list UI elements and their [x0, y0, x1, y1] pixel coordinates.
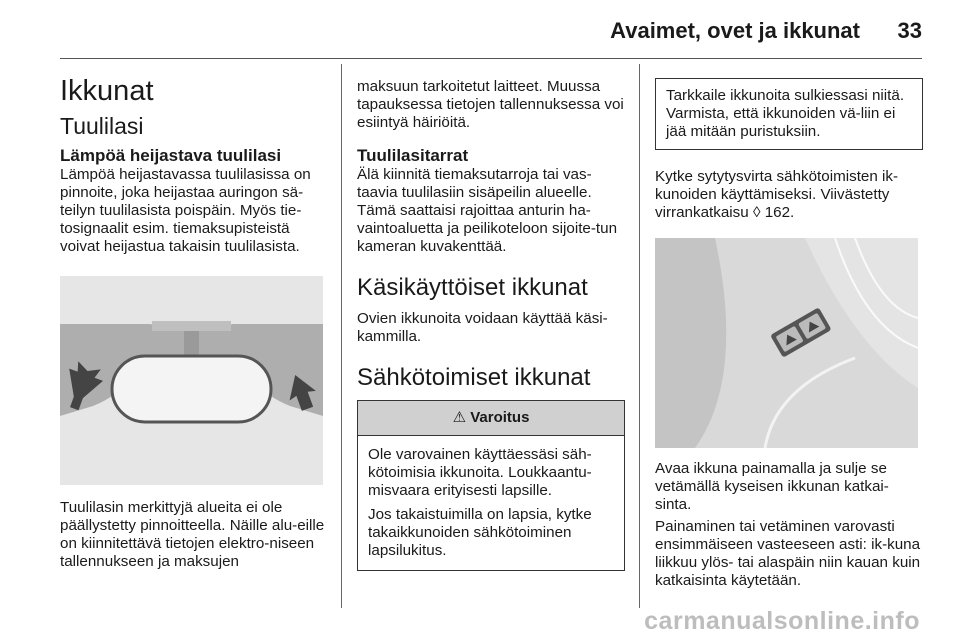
- notice-box: [655, 78, 923, 150]
- page-reference-icon: ◊: [752, 204, 761, 221]
- header-rule: [60, 58, 922, 59]
- page-header: [0, 0, 960, 60]
- notice-text: Tarkkaile ikkunoita sulkiessasi niitä. Varmista, että ikkunoiden vä-liin ei jää mitään puristuksiin.: [666, 87, 905, 140]
- subsection-heading: Käsikäyttöiset ikkunat: [357, 274, 588, 301]
- door-panel-illustration: [655, 238, 918, 448]
- column-1: [60, 64, 328, 571]
- chapter-title: Avaimet, ovet ja ikkunat: [610, 18, 860, 43]
- page-reference: 162.: [764, 204, 795, 221]
- column-3: [655, 78, 923, 590]
- warning-text: Ole varovainen käyttäessäsi säh-kötoimisia ikkunoita. Loukkaantu-misvaara erityisesti lapsille.: [368, 446, 592, 499]
- mirror-illustration: [60, 276, 323, 485]
- column-divider-2: [639, 64, 640, 608]
- paragraph: Lämpöä heijastavassa tuulilasissa on pinnoite, joka heijastaa auringon sä-teilyn tuulilasista poispäin. Myös tie-tosignaalit esim. tiemaksupisteistä voivat heijastua takaisin tuulilasista.: [60, 166, 311, 255]
- column-2: [357, 78, 625, 571]
- paragraph: Avaa ikkuna painamalla ja sulje se vetämällä kyseisen ikkunan katkai-sinta.: [655, 460, 889, 513]
- watermark: carmanualsonline.info: [644, 607, 920, 635]
- paragraph: Ovien ikkunoita voidaan käyttää käsi-kammilla.: [357, 310, 608, 345]
- section-heading: Ikkunat: [60, 75, 154, 107]
- warning-box: [357, 400, 625, 571]
- window-switch-figure: [655, 238, 918, 448]
- topic-heading: Lämpöä heijastava tuulilasi: [60, 146, 282, 165]
- topic-heading: Tuulilasitarrat: [357, 146, 469, 165]
- paragraph: Älä kiinnitä tiemaksutarroja tai vas-taavia tuulilasiin sisäpeilin alueelle. Tämä saattaisi rajoittaa anturin ha-vaintoaluetta ja peilikoteloon sijoite-tun kameran kuvakenttää.: [357, 166, 618, 255]
- windshield-figure: [60, 276, 323, 485]
- subsection-heading: Sähkötoimiset ikkunat: [357, 364, 591, 391]
- paragraph: Kytke sytytysvirta sähkötoimisten ik-kunoiden käyttämiseksi. Viivästetty virrankatkaisu ◊ 162.: [655, 168, 899, 221]
- column-divider-1: [341, 64, 342, 608]
- paragraph: maksuun tarkoitetut laitteet. Muussa tapauksessa tietojen tallennuksessa voi esiintyä häiriöitä.: [357, 78, 624, 131]
- warning-header: [358, 401, 624, 436]
- warning-icon: ⚠: [452, 409, 467, 426]
- subsection-heading: Tuulilasi: [60, 113, 144, 139]
- page-number: 33: [897, 18, 922, 43]
- warning-text: Jos takaistuimilla on lapsia, kytke takaikkunoiden sähkötoiminen lapsilukitus.: [368, 506, 592, 559]
- warning-body: [358, 436, 624, 570]
- warning-title: Varoitus: [470, 409, 530, 426]
- paragraph: Tuulilasin merkittyjä alueita ei ole päällystetty pinnoitteella. Näille alu-eille on kiinnitettävä tietojen elektro-niseen tallennukseen ja maksujen: [60, 499, 325, 570]
- paragraph: Painaminen tai vetäminen varovasti ensimmäiseen vasteeseen asti: ik-kuna liikkuu ylös- tai alaspäin niin kauan kuin katkaisinta käytetään.: [655, 518, 921, 589]
